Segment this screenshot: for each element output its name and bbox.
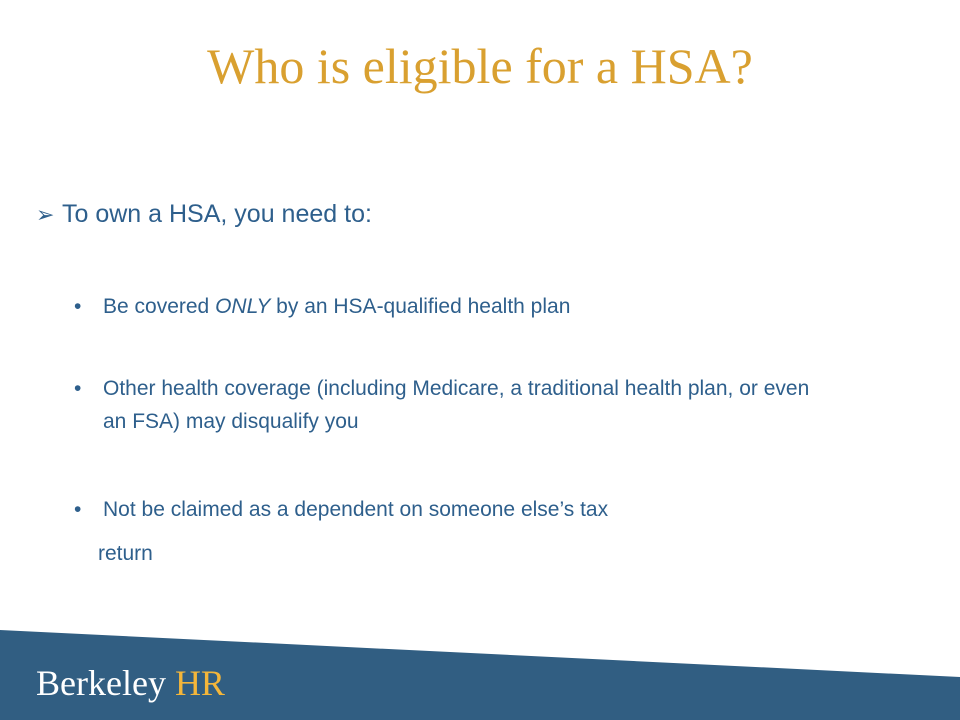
logo-berkeley-text: Berkeley bbox=[36, 663, 166, 703]
bullet-text-emphasis: ONLY bbox=[215, 295, 271, 318]
bullet-text-before: Be covered bbox=[103, 295, 216, 318]
logo-hr-text: HR bbox=[174, 663, 225, 703]
lead-point bbox=[36, 196, 372, 233]
bullet-dot-icon: • bbox=[74, 498, 82, 521]
bullet-item bbox=[74, 372, 834, 438]
slide-title: Who is eligible for a HSA? bbox=[207, 38, 753, 94]
bullet-continuation-text: return bbox=[98, 542, 153, 565]
bullet-text: Not be claimed as a dependent on someone else’s tax bbox=[103, 498, 609, 521]
bullet-text-after: by an HSA-qualified health plan bbox=[270, 295, 571, 318]
arrow-bullet-icon: ➢ bbox=[36, 202, 55, 227]
lead-point-text: To own a HSA, you need to: bbox=[62, 200, 372, 228]
berkeley-hr-logo bbox=[36, 661, 225, 705]
bullet-text: Other health coverage (including Medicare, a traditional health plan, or even an FSA) may disqualify you bbox=[103, 377, 810, 433]
bullet-dot-icon: • bbox=[74, 295, 82, 318]
bullet-item bbox=[74, 290, 834, 323]
bullet-item bbox=[74, 493, 834, 526]
bullet-text bbox=[103, 290, 834, 323]
bullet-dot-icon: • bbox=[74, 377, 82, 400]
